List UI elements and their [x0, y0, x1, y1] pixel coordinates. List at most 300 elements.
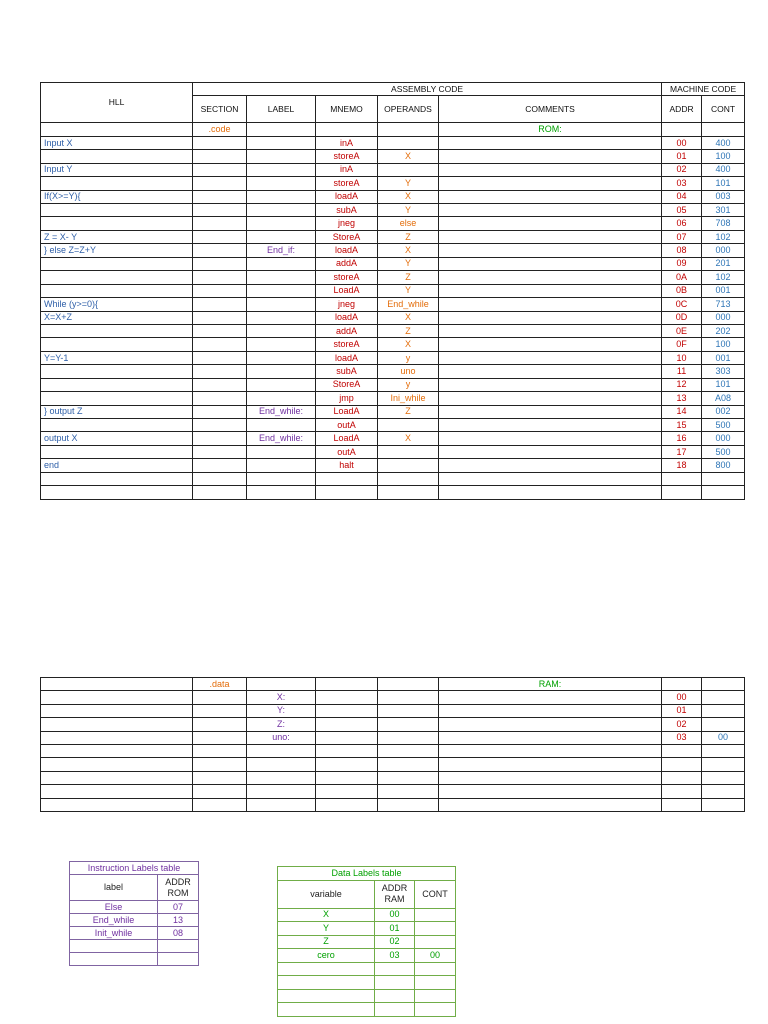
comments-cell: [439, 785, 662, 798]
address-cell: 17: [662, 445, 702, 458]
hll-cell: [41, 123, 193, 136]
section-cell: [193, 392, 247, 405]
comments-cell: [439, 744, 662, 757]
operands-cell: Z: [378, 230, 439, 243]
instruction-labels-table: [69, 861, 199, 966]
data-variable-cell: [278, 1003, 375, 1017]
comments-cell: [439, 798, 662, 811]
label-cell: [247, 351, 316, 364]
mnemonic-cell: jneg: [316, 217, 378, 230]
label-cell: Z:: [247, 718, 316, 731]
mnemonic-cell: inA: [316, 163, 378, 176]
code-row: [41, 150, 745, 163]
section-cell: [193, 432, 247, 445]
address-cell: 03: [662, 731, 702, 744]
data-variable-cell: cero: [278, 949, 375, 963]
instruction-label-row: [70, 927, 199, 940]
address-cell: 18: [662, 459, 702, 472]
section-cell: [193, 744, 247, 757]
instruction-labels-rows: [70, 862, 199, 966]
cont-header: CONT: [702, 96, 745, 123]
data-label-row: [278, 962, 456, 976]
label-cell: [247, 298, 316, 311]
label-cell: [247, 486, 316, 499]
instr-label-cell: Init_while: [70, 927, 158, 940]
label-cell: [247, 459, 316, 472]
instr-addr-cell: 13: [158, 914, 199, 927]
comments-cell: [439, 419, 662, 432]
address-cell: 05: [662, 204, 702, 217]
hll-cell: [41, 324, 193, 337]
label-cell: [247, 378, 316, 391]
data-variable-cell: Y: [278, 922, 375, 936]
mnemonic-cell: [316, 744, 378, 757]
label-cell: [247, 472, 316, 485]
section-cell: [193, 785, 247, 798]
comments-cell: [439, 257, 662, 270]
hll-cell: [41, 177, 193, 190]
mnemonic-cell: addA: [316, 324, 378, 337]
content-cell: [702, 785, 745, 798]
section-cell: [193, 324, 247, 337]
section-cell: [193, 163, 247, 176]
mnemonic-cell: storeA: [316, 271, 378, 284]
address-cell: 15: [662, 419, 702, 432]
content-cell: 202: [702, 324, 745, 337]
content-cell: 400: [702, 163, 745, 176]
hll-cell: } output Z: [41, 405, 193, 418]
mnemonic-cell: StoreA: [316, 230, 378, 243]
label-cell: [247, 123, 316, 136]
content-cell: [702, 758, 745, 771]
content-cell: 102: [702, 271, 745, 284]
comments-cell: [439, 691, 662, 704]
code-row: [41, 244, 745, 257]
label-cell: [247, 392, 316, 405]
operands-cell: [378, 785, 439, 798]
assembly-code-header: ASSEMBLY CODE: [193, 83, 662, 96]
content-cell: [702, 718, 745, 731]
label-cell: [247, 758, 316, 771]
address-cell: 02: [662, 718, 702, 731]
data-addr-cell: [375, 976, 415, 990]
section-cell: [193, 244, 247, 257]
operands-cell: y: [378, 351, 439, 364]
hll-cell: [41, 392, 193, 405]
address-cell: 0B: [662, 284, 702, 297]
code-row: [41, 432, 745, 445]
data-cont-cell: 00: [415, 949, 456, 963]
hll-cell: [41, 486, 193, 499]
operands-cell: Y: [378, 284, 439, 297]
section-cell: [193, 378, 247, 391]
address-cell: [662, 798, 702, 811]
mnemonic-cell: storeA: [316, 338, 378, 351]
address-cell: 14: [662, 405, 702, 418]
label-cell: End_while:: [247, 432, 316, 445]
content-cell: [702, 486, 745, 499]
code-row: [41, 405, 745, 418]
address-cell: 08: [662, 244, 702, 257]
operands-cell: X: [378, 150, 439, 163]
address-cell: 0C: [662, 298, 702, 311]
operands-cell: [378, 163, 439, 176]
comments-cell: [439, 244, 662, 257]
data-cont-cell: [415, 1003, 456, 1017]
content-cell: 713: [702, 298, 745, 311]
label-cell: [247, 163, 316, 176]
hll-cell: [41, 704, 193, 717]
data-variable-cell: Z: [278, 935, 375, 949]
content-cell: 301: [702, 204, 745, 217]
operands-cell: Z: [378, 405, 439, 418]
operands-cell: [378, 758, 439, 771]
address-cell: 03: [662, 177, 702, 190]
data-labels-rows: [278, 867, 456, 1017]
code-row: [41, 204, 745, 217]
comments-cell: [439, 284, 662, 297]
comments-cell: [439, 351, 662, 364]
data-addr-cell: 01: [375, 922, 415, 936]
mnemonic-cell: [316, 486, 378, 499]
comments-cell: [439, 432, 662, 445]
operands-cell: Y: [378, 257, 439, 270]
code-row: [41, 163, 745, 176]
code-row: [41, 271, 745, 284]
data-labels-title: Data Labels table: [278, 867, 456, 881]
instr-label-header: label: [70, 875, 158, 901]
hll-cell: [41, 758, 193, 771]
data-addr-cell: [375, 1003, 415, 1017]
operands-cell: [378, 798, 439, 811]
hll-cell: Y=Y-1: [41, 351, 193, 364]
address-cell: 01: [662, 150, 702, 163]
comments-cell: [439, 150, 662, 163]
operands-cell: [378, 459, 439, 472]
code-row: [41, 472, 745, 485]
label-cell: [247, 150, 316, 163]
label-cell: [247, 445, 316, 458]
section-cell: [193, 419, 247, 432]
content-cell: 003: [702, 190, 745, 203]
label-cell: [247, 678, 316, 691]
hll-cell: X=X+Z: [41, 311, 193, 324]
label-cell: [247, 338, 316, 351]
content-cell: 101: [702, 177, 745, 190]
data-row: [41, 798, 745, 811]
hll-cell: [41, 731, 193, 744]
data-row: [41, 704, 745, 717]
operands-cell: [378, 678, 439, 691]
content-cell: 002: [702, 405, 745, 418]
mnemonic-cell: storeA: [316, 150, 378, 163]
comments-cell: [439, 459, 662, 472]
code-row: [41, 217, 745, 230]
hll-cell: [41, 365, 193, 378]
operands-cell: [378, 744, 439, 757]
label-cell: [247, 744, 316, 757]
section-cell: [193, 271, 247, 284]
operands-cell: [378, 123, 439, 136]
hll-cell: [41, 257, 193, 270]
data-variable-cell: X: [278, 908, 375, 922]
comments-cell: [439, 445, 662, 458]
label-header: LABEL: [247, 96, 316, 123]
label-cell: [247, 785, 316, 798]
address-cell: [662, 744, 702, 757]
instruction-label-row: [70, 914, 199, 927]
comments-cell: [439, 163, 662, 176]
data-addr-cell: 03: [375, 949, 415, 963]
data-cont-cell: [415, 976, 456, 990]
code-row: [41, 419, 745, 432]
data-row: [41, 691, 745, 704]
mnemonic-cell: [316, 718, 378, 731]
data-addr-cell: 02: [375, 935, 415, 949]
content-cell: 102: [702, 230, 745, 243]
content-cell: 00: [702, 731, 745, 744]
mnemonic-cell: [316, 731, 378, 744]
instr-label-cell: [70, 953, 158, 966]
data-row: [41, 744, 745, 757]
label-cell: [247, 324, 316, 337]
comments-cell: [439, 190, 662, 203]
operands-cell: [378, 419, 439, 432]
content-cell: 001: [702, 351, 745, 364]
comments-cell: [439, 298, 662, 311]
data-addr-cell: [375, 989, 415, 1003]
code-row: [41, 459, 745, 472]
mnemonic-cell: [316, 691, 378, 704]
assembly-code-rows: [41, 123, 745, 499]
data-cont-cell: [415, 935, 456, 949]
code-row: [41, 123, 745, 136]
content-cell: [702, 678, 745, 691]
section-cell: [193, 190, 247, 203]
instr-addr-cell: [158, 953, 199, 966]
data-addr-cell: [375, 962, 415, 976]
content-cell: 303: [702, 365, 745, 378]
hll-cell: [41, 744, 193, 757]
data-row: [41, 771, 745, 784]
content-cell: [702, 472, 745, 485]
code-row: [41, 230, 745, 243]
section-cell: [193, 257, 247, 270]
data-variable-cell: [278, 989, 375, 1003]
data-section-table: [40, 677, 745, 812]
comments-cell: [439, 217, 662, 230]
address-cell: [662, 771, 702, 784]
mnemonic-cell: [316, 704, 378, 717]
comments-cell: ROM:: [439, 123, 662, 136]
mnemonic-cell: halt: [316, 459, 378, 472]
section-cell: [193, 704, 247, 717]
data-label-row: [278, 949, 456, 963]
comments-cell: [439, 704, 662, 717]
section-cell: [193, 798, 247, 811]
assembly-code-table: [40, 82, 745, 500]
mnemonic-cell: StoreA: [316, 378, 378, 391]
code-row: [41, 136, 745, 149]
data-label-row: [278, 976, 456, 990]
instruction-label-row: [70, 953, 199, 966]
instr-addr-header: ADDR ROM: [158, 875, 199, 901]
operands-cell: [378, 691, 439, 704]
address-cell: 16: [662, 432, 702, 445]
section-cell: [193, 217, 247, 230]
content-cell: 100: [702, 150, 745, 163]
mnemonic-cell: jneg: [316, 298, 378, 311]
operands-cell: uno: [378, 365, 439, 378]
operands-cell: [378, 472, 439, 485]
section-cell: .data: [193, 678, 247, 691]
hll-cell: [41, 271, 193, 284]
content-cell: 708: [702, 217, 745, 230]
hll-header: HLL: [41, 83, 193, 123]
section-cell: [193, 204, 247, 217]
data-label-row: [278, 989, 456, 1003]
section-cell: [193, 405, 247, 418]
code-row: [41, 392, 745, 405]
section-cell: [193, 771, 247, 784]
label-cell: [247, 230, 316, 243]
mnemonic-cell: [316, 472, 378, 485]
address-cell: 06: [662, 217, 702, 230]
data-row: [41, 758, 745, 771]
content-cell: 400: [702, 136, 745, 149]
hll-cell: [41, 771, 193, 784]
hll-cell: [41, 284, 193, 297]
operands-cell: X: [378, 244, 439, 257]
address-cell: 0F: [662, 338, 702, 351]
mnemonic-cell: loadA: [316, 190, 378, 203]
section-cell: [193, 351, 247, 364]
hll-cell: end: [41, 459, 193, 472]
data-row: [41, 785, 745, 798]
content-cell: 201: [702, 257, 745, 270]
label-cell: [247, 365, 316, 378]
content-cell: 001: [702, 284, 745, 297]
address-cell: [662, 785, 702, 798]
code-row: [41, 257, 745, 270]
data-variable-cell: [278, 962, 375, 976]
instruction-labels-title: Instruction Labels table: [70, 862, 199, 875]
address-cell: 04: [662, 190, 702, 203]
comments-cell: [439, 718, 662, 731]
content-cell: 101: [702, 378, 745, 391]
hll-cell: [41, 785, 193, 798]
operands-cell: y: [378, 378, 439, 391]
comments-cell: [439, 486, 662, 499]
section-cell: [193, 311, 247, 324]
comments-cell: [439, 758, 662, 771]
hll-cell: [41, 419, 193, 432]
section-cell: [193, 731, 247, 744]
mnemonic-cell: [316, 678, 378, 691]
hll-cell: [41, 718, 193, 731]
label-cell: [247, 217, 316, 230]
hll-cell: [41, 445, 193, 458]
mnemonic-cell: [316, 758, 378, 771]
data-cont-cell: [415, 962, 456, 976]
operands-cell: [378, 718, 439, 731]
content-cell: 000: [702, 432, 745, 445]
data-row: [41, 678, 745, 691]
address-cell: 0D: [662, 311, 702, 324]
content-cell: 800: [702, 459, 745, 472]
address-cell: 02: [662, 163, 702, 176]
label-cell: End_while:: [247, 405, 316, 418]
comments-cell: [439, 731, 662, 744]
mnemonic-cell: outA: [316, 419, 378, 432]
code-row: [41, 351, 745, 364]
label-cell: X:: [247, 691, 316, 704]
instr-addr-cell: 08: [158, 927, 199, 940]
comments-cell: RAM:: [439, 678, 662, 691]
mnemonic-cell: [316, 771, 378, 784]
data-addr-cell: 00: [375, 908, 415, 922]
label-cell: [247, 271, 316, 284]
operands-cell: [378, 704, 439, 717]
address-cell: 07: [662, 230, 702, 243]
data-section-rows: [41, 678, 745, 812]
data-label-row: [278, 935, 456, 949]
code-row: [41, 378, 745, 391]
comments-cell: [439, 365, 662, 378]
section-cell: [193, 445, 247, 458]
data-cont-cell: [415, 922, 456, 936]
comments-cell: [439, 392, 662, 405]
hll-cell: [41, 472, 193, 485]
hll-cell: Z = X- Y: [41, 230, 193, 243]
data-label-row: [278, 1003, 456, 1017]
comments-cell: [439, 204, 662, 217]
code-row: [41, 365, 745, 378]
address-cell: [662, 486, 702, 499]
code-row: [41, 177, 745, 190]
mnemonic-cell: loadA: [316, 351, 378, 364]
hll-cell: Input X: [41, 136, 193, 149]
label-cell: Y:: [247, 704, 316, 717]
instr-label-cell: End_while: [70, 914, 158, 927]
address-cell: 00: [662, 136, 702, 149]
label-cell: [247, 257, 316, 270]
section-cell: [193, 298, 247, 311]
section-cell: [193, 284, 247, 297]
content-cell: [702, 704, 745, 717]
address-cell: [662, 472, 702, 485]
label-cell: [247, 136, 316, 149]
comments-cell: [439, 405, 662, 418]
data-cont-header: CONT: [415, 880, 456, 908]
operands-cell: Ini_while: [378, 392, 439, 405]
code-row: [41, 338, 745, 351]
operands-header: OPERANDS: [378, 96, 439, 123]
operands-cell: Z: [378, 271, 439, 284]
section-cell: [193, 459, 247, 472]
content-cell: 100: [702, 338, 745, 351]
content-cell: [702, 744, 745, 757]
content-cell: 500: [702, 445, 745, 458]
content-cell: 000: [702, 244, 745, 257]
data-cont-cell: [415, 908, 456, 922]
address-cell: 0A: [662, 271, 702, 284]
section-header: SECTION: [193, 96, 247, 123]
instr-addr-cell: [158, 940, 199, 953]
section-cell: [193, 718, 247, 731]
operands-cell: Z: [378, 324, 439, 337]
hll-cell: } else Z=Z+Y: [41, 244, 193, 257]
